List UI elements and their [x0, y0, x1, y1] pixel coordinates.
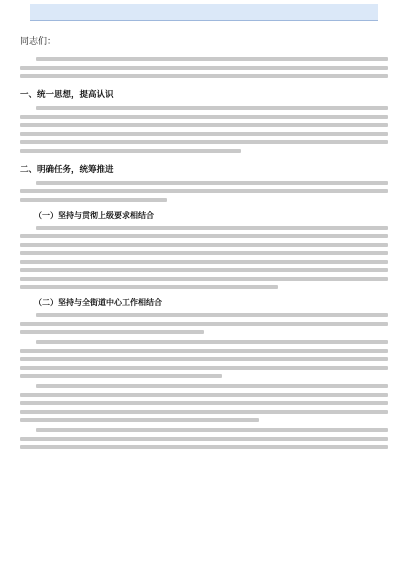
greeting: 同志们： — [20, 37, 57, 47]
subsection-heading: （一）坚持与贯彻上级要求相结合 — [34, 210, 154, 220]
paragraph — [20, 106, 388, 153]
subsection-heading: （二）坚持与全街道中心工作相结合 — [34, 298, 162, 307]
paragraph — [20, 226, 388, 290]
paragraph — [20, 384, 388, 422]
top-banner[interactable] — [30, 4, 378, 21]
section-heading: 二、明确任务，统筹推进 — [20, 164, 114, 175]
paragraph — [20, 340, 388, 378]
section-heading: 一、统一思想，提高认识 — [20, 90, 114, 100]
paragraph — [20, 313, 388, 334]
paragraph — [20, 428, 388, 449]
paragraph — [20, 57, 388, 78]
document-body — [20, 30, 388, 455]
paragraph — [20, 181, 388, 202]
